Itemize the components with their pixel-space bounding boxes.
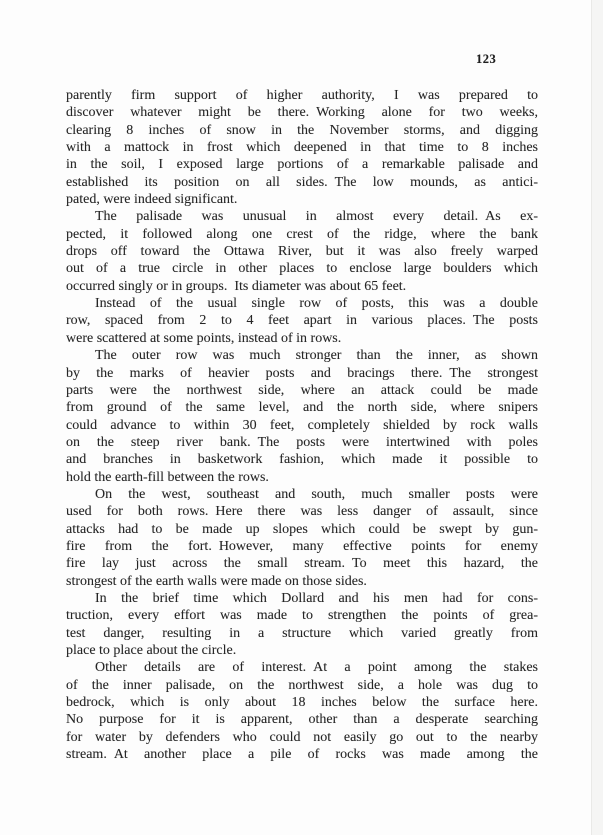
text-line: could advance to within 30 feet, completely shielded by rock walls <box>66 417 538 433</box>
text-line: fire from the fort. However, many effective points for enemy <box>66 538 538 554</box>
text-line: On the west, southeast and south, much smaller posts were <box>95 486 538 502</box>
paragraph <box>66 659 538 763</box>
text-line: place to place about the circle. <box>66 643 237 658</box>
text-line: discover whatever might be there. Working alone for two weeks, <box>66 105 538 121</box>
text-line: occurred singly or in groups. Its diameter was about 65 feet. <box>66 278 407 294</box>
paragraph <box>66 208 538 295</box>
text-line: used for both rows. Here there was less danger of assault, since <box>66 504 538 520</box>
text-line: out of a true circle in other places to enclose large boulders which <box>66 261 538 277</box>
text-line: with a mattock in frost which deepened in that time to 8 inches <box>66 140 538 156</box>
text-line: Instead of the usual single row of posts, this was a double <box>95 296 538 312</box>
page-number: 123 <box>476 52 497 66</box>
scan-edge-strip <box>591 0 603 835</box>
text-line: drops off toward the Ottawa River, but it was also freely warped <box>66 244 538 260</box>
paragraph <box>66 295 538 347</box>
text-block <box>66 87 538 763</box>
text-line: row, spaced from 2 to 4 feet apart in various places. The posts <box>66 313 538 329</box>
text-line: The palisade was unusual in almost every detail. As ex- <box>95 209 538 225</box>
text-line: parts were the northwest side, where an attack could be made <box>66 382 538 398</box>
text-line: In the brief time which Dollard and his men had for cons- <box>95 590 538 606</box>
text-line: were scattered at some points, instead of in rows. <box>66 330 342 346</box>
text-line: established its position on all sides. The low mounds, as antici- <box>66 174 538 190</box>
paragraph <box>66 486 538 590</box>
text-line: The outer row was much stronger than the inner, as shown <box>95 348 538 364</box>
text-line: clearing 8 inches of snow in the November storms, and digging <box>66 122 538 138</box>
paragraph <box>66 347 538 486</box>
text-line: Other details are of interest. At a point among the stakes <box>95 660 538 676</box>
text-line: in the soil, I exposed large portions of a remarkable palisade and <box>66 157 538 173</box>
paragraph <box>66 87 538 208</box>
text-line: stream. At another place a pile of rocks was made among the <box>66 747 538 763</box>
text-line: of the inner palisade, on the northwest side, a hole was dug to <box>66 677 538 693</box>
text-line: parently firm support of higher authority, I was prepared to <box>66 88 538 103</box>
text-line: from ground of the same level, and the north side, where snipers <box>66 400 538 416</box>
text-line: pected, it followed along one crest of the ridge, where the bank <box>66 226 538 242</box>
text-line: strongest of the earth walls were made on those sides. <box>66 573 367 589</box>
text-line: for water by defenders who could not easily go out to the nearby <box>66 729 538 745</box>
text-line: bedrock, which is only about 18 inches below the surface here. <box>66 695 538 711</box>
paragraph <box>66 590 538 659</box>
text-line: fire lay just across the small stream. To meet this hazard, the <box>66 556 538 572</box>
text-line: pated, were indeed significant. <box>66 192 238 208</box>
text-line: by the marks of heavier posts and bracings there. The strongest <box>66 365 538 381</box>
text-line: hold the earth-fill between the rows. <box>66 469 269 485</box>
text-line: and branches in basketwork fashion, which made it possible to <box>66 452 538 468</box>
text-line: truction, every effort was made to strengthen the points of grea- <box>66 608 538 624</box>
text-line: No purpose for it is apparent, other than a desperate searching <box>66 712 538 728</box>
text-line: on the steep river bank. The posts were intertwined with poles <box>66 434 538 450</box>
text-line: test danger, resulting in a structure which varied greatly from <box>66 625 538 641</box>
text-line: attacks had to be made up slopes which could be swept by gun- <box>66 521 538 537</box>
